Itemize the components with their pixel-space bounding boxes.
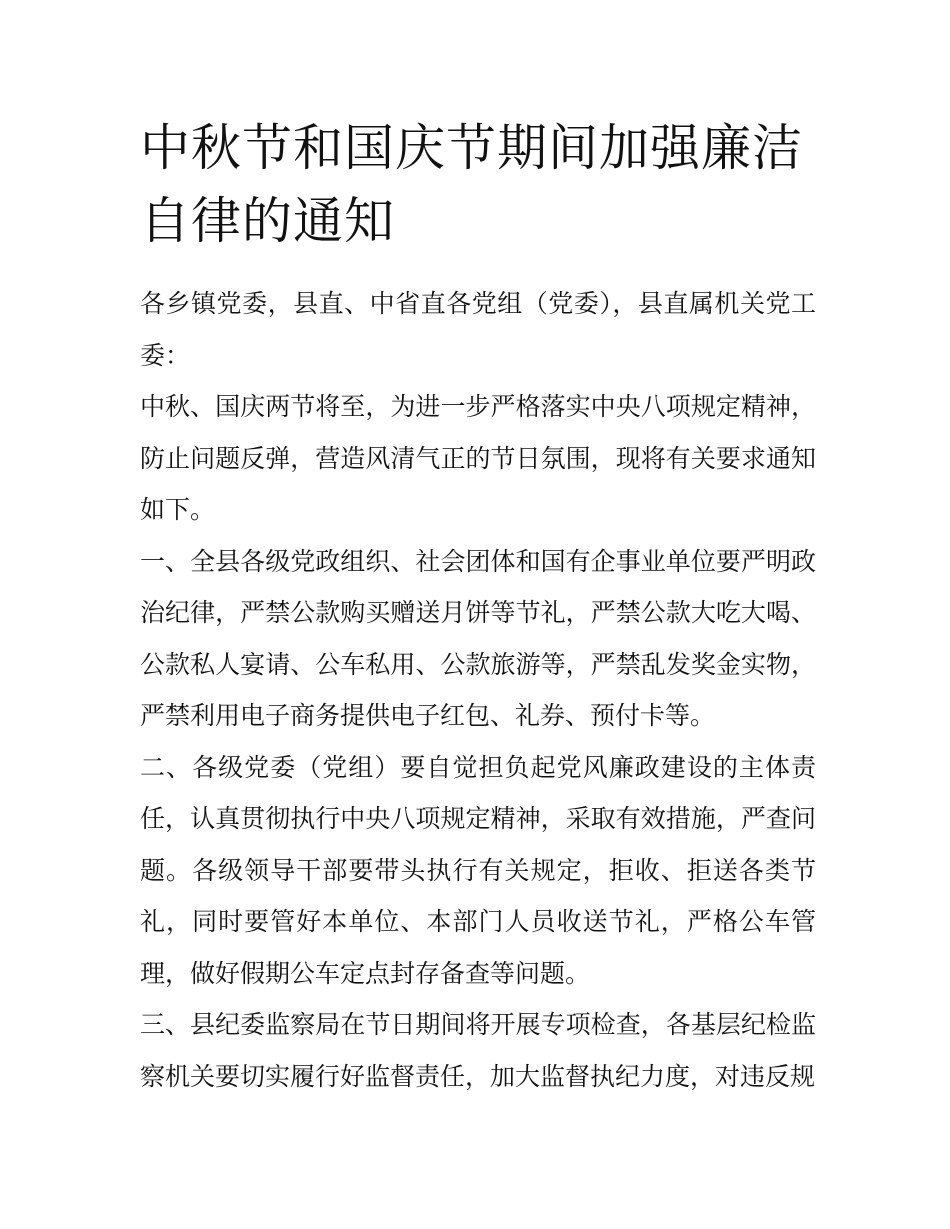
paragraph-item-3: 三、县纪委监察局在节日期间将开展专项检查，各基层纪检监察机关要切实履行好监督责任，加大监督执纪力度，对违反规 (140, 1010, 816, 1091)
document-title: 中秋节和国庆节期间加强廉洁自律的通知 (140, 119, 803, 250)
salutation: 各乡镇党委，县直、中省直各党组（党委），县直属机关党工委： (140, 289, 816, 370)
document-body (140, 278, 816, 1102)
paragraph-item-1: 一、全县各级党政组织、社会团体和国有企事业单位要严明政治纪律，严禁公款购买赠送月饼等节礼，严禁公款大吃大喝、公款私人宴请、公车私用、公款旅游等，严禁乱发奖金实物，严禁利用电子商务提供电子红包、礼券、预付卡等。 (140, 546, 816, 730)
paragraph-intro: 中秋、国庆两节将至，为进一步严格落实中央八项规定精神，防止问题反弹，营造风清气正的节日氛围，现将有关要求通知如下。 (140, 392, 816, 524)
paragraph-item-2: 二、各级党委（党组）要自觉担负起党风廉政建设的主体责任，认真贯彻执行中央八项规定精神，采取有效措施，严查问题。各级领导干部要带头执行有关规定，拒收、拒送各类节礼，同时要管好本单位、本部门人员收送节礼，严格公车管理，做好假期公车定点封存备查等问题。 (140, 752, 816, 988)
